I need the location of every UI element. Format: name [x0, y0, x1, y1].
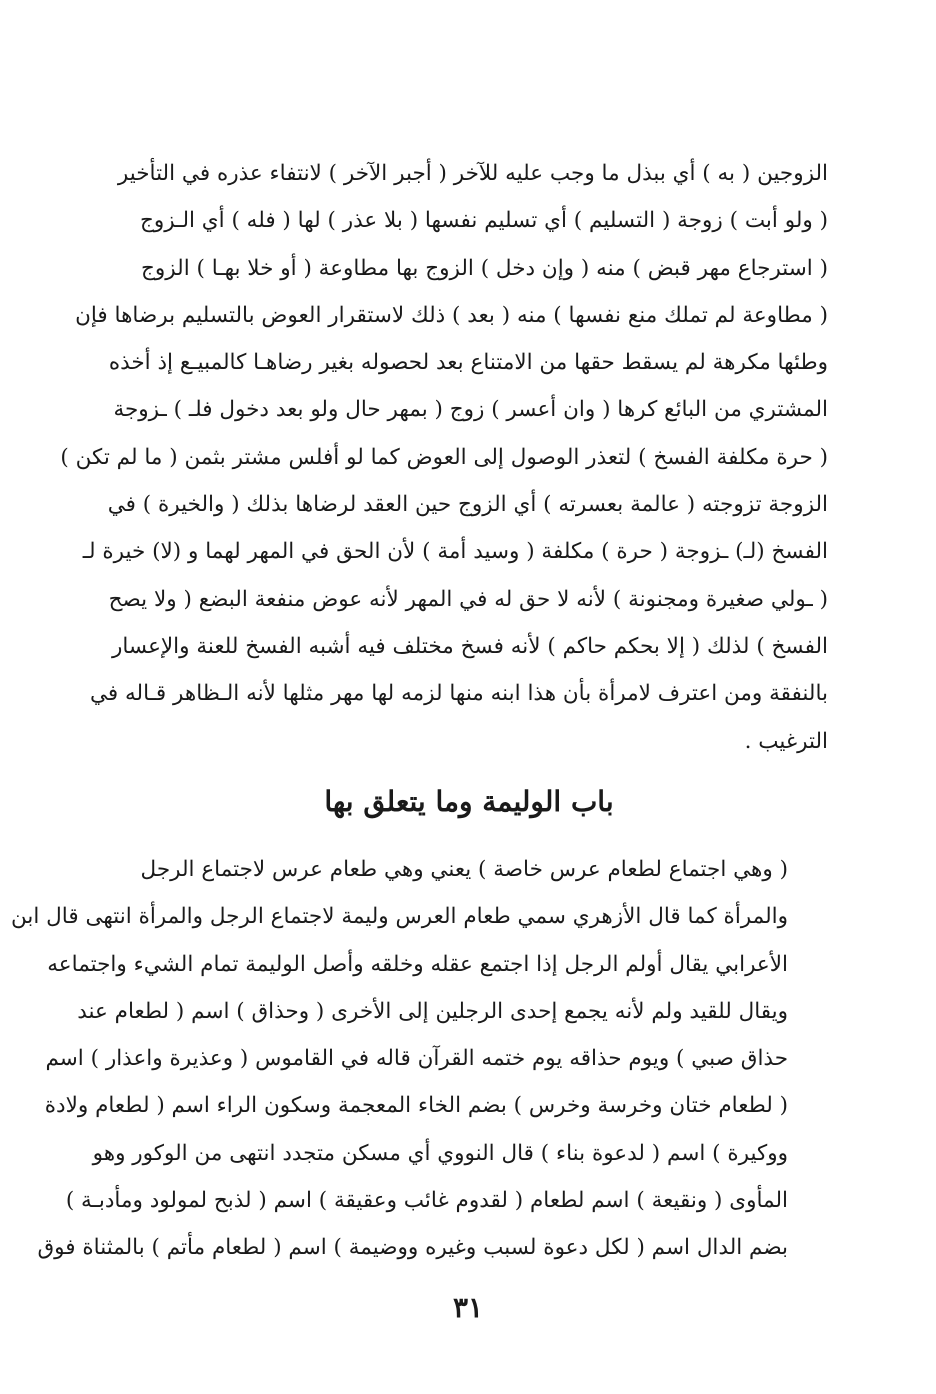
text-line: الفسخ ) لذلك ( إلا بحكم حاكم ) لأنه فسخ مختلف فيه أشبه الفسخ للعنة والإعسار [111, 633, 828, 659]
page-number: ٣١ [452, 1291, 484, 1324]
text-line: ويقال للقيد ولم لأنه يجمع إحدى الرجلين إلى الأخرى ( وحذاق ) اسم ( لطعام عند [77, 998, 788, 1024]
text-line: ووكيرة ) اسم ( لدعوة بناء ) قال النووي أي مسكن متجدد انتهى من الوكور وهو [92, 1140, 788, 1166]
text-line: الفسخ (لـ) ـزوجة ( حرة ) مكلفة ( وسيد أمة ) لأن الحق في المهر لهما و (لا) خيرة لـ [82, 539, 828, 565]
text-line: المشتري من البائع كرها ( وان أعسر ) زوج ( بمهر حال ولو بعد دخول فلـ ) ـزوجة [113, 397, 828, 423]
text-line: حذاق صبي ) ويوم حذاقه يوم ختمه القرآن قاله في القاموس ( وعذيرة واعذار ) اسم [45, 1046, 788, 1072]
section-heading: باب الوليمة وما يتعلق بها [324, 785, 614, 818]
text-line: ( مطاوعة لم تملك منع نفسها ) منه ( بعد ) ذلك لاستقرار العوض بالتسليم برضاها فإن [75, 302, 828, 328]
text-line: ( استرجاع مهر قبض ) منه ( وإن دخل ) الزوج بها مطاوعة ( أو خلا بهـا ) الزوج [141, 255, 828, 281]
text-line: وطئها مكرهة لم يسقط حقها من الامتناع بعد لحصوله بغير رضاهـا كالمبيـع إذ أخذه [108, 350, 828, 376]
text-line: ( ـولي صغيرة ومجنونة ) لأنه لا حق له في المهر لأنه عوض منفعة البضع ( ولا يصح [108, 586, 828, 612]
second-passage [11, 846, 828, 1272]
text-line: والمرأة كما قال الأزهري سمي طعام العرس وليمة لاجتماع الرجل والمرأة انتهى قال ابن [11, 904, 788, 930]
text-line: الأعرابي يقال أولم الرجل إذا اجتمع عقله وخلقه وأصل الوليمة تمام الشيء واجتماعه [47, 951, 788, 977]
text-line: بضم الدال اسم ( لكل دعوة لسبب وغيره ووضيمة ) اسم ( لطعام مأتم ) بالمثناة فوق [37, 1235, 788, 1261]
text-line: المأوى ( ونقيعة ) اسم لطعام ( لقدوم غائب وعقيقة ) اسم ( لذبح لمولود ومأدبـة ) [65, 1188, 788, 1214]
text-line: بالنفقة ومن اعترف لامرأة بأن هذا ابنه منها لزمه لها مهر مثلها لأنه الـظاهر قـاله في [89, 681, 828, 707]
text-line: ( ولو أبت ) زوجة ( التسليم ) أي تسليم نفسها ( بلا عذر ) لها ( فله ) أي الـزوج [140, 208, 828, 234]
first-passage [60, 150, 828, 765]
text-line: ( وهي اجتماع لطعام عرس خاصة ) يعني وهي طعام عرس لاجتماع الرجل [140, 857, 788, 882]
text-line: الزوجين ( به ) أي ببذل ما وجب عليه للآخر ( أجبر الآخر ) لانتفاء عذره في التأخير [117, 161, 828, 186]
text-line: الزوجة تزوجته ( عالمة بعسرته ) أي الزوج حين العقد لرضاها بذلك ( والخيرة ) في [107, 492, 828, 518]
text-line: ( لطعام ختان وخرسة وخرس ) بضم الخاء المعجمة وسكون الراء اسم ( لطعام ولادة [44, 1093, 788, 1119]
text-line: ( حرة مكلفة الفسخ ) لتعذر الوصول إلى العوض كما لو أفلس مشتر بثمن ( ما لم تكن ) [60, 444, 828, 470]
text-line: الترغيب . [744, 728, 828, 754]
